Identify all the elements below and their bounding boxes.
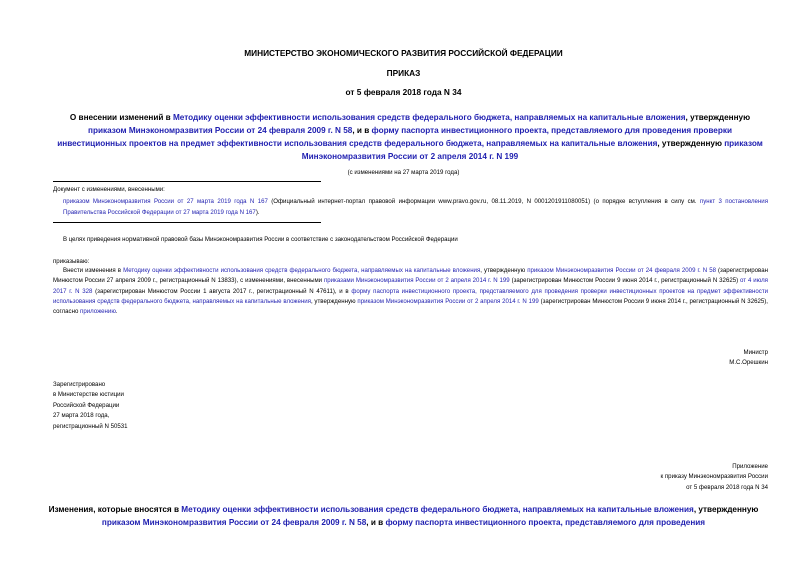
document-title: [54, 111, 766, 163]
amended-note: (с изменениями на 27 марта 2019 года): [347, 169, 460, 176]
appendix-line: Приложение: [732, 463, 768, 470]
link-gov-resolution-167[interactable]: пункт 3 постановления Правительства Российской Федерации от 27 марта 2019 года N 167: [63, 198, 768, 216]
main-link-order-199[interactable]: приказом Минэкономразвития России от 2 апреля 2014 г. N 199: [357, 297, 539, 305]
registration-line: 27 марта 2018 года,: [53, 412, 110, 420]
appendix-title-text-3: , и в: [366, 518, 386, 527]
registration-line: в Министерстве юстиции: [53, 391, 124, 399]
registration-line: регистрационный N 50531: [53, 422, 128, 430]
main-link-methodology[interactable]: Методику оценки эффективности использования средств федерального бюджета, направляемых на капитальные вложения: [123, 267, 481, 274]
appendix-title-text-1: Изменения, которые вносятся в: [48, 505, 182, 514]
preamble: В целях приведения нормативной правовой базы Минэкономразвития России в соответствие с законодательством Российской Федерации: [63, 236, 458, 243]
changes-box-text-2: ).: [255, 208, 260, 216]
registration-block: [53, 380, 303, 432]
title-text-4: , утвержденную: [657, 139, 725, 148]
link-order-199[interactable]: приказом Минэкономразвития России от 2 апреля 2014 г. N 199: [301, 139, 763, 161]
title-text-1: О внесении изменений в: [69, 113, 173, 122]
main-link-order-58[interactable]: приказом Минэкономразвития России от 24 февраля 2009 г. N 58: [527, 267, 716, 274]
ministry-name: МИНИСТЕРСТВО ЭКОНОМИЧЕСКОГО РАЗВИТИЯ РОССИЙСКОЙ ФЕДЕРАЦИИ: [244, 48, 563, 58]
main-link-order-328[interactable]: от 4 июля 2017 г. N 328: [53, 277, 768, 295]
doc-date-number: от 5 февраля 2018 года N 34: [345, 87, 462, 97]
main-text-7: (зарегистрирован Минюстом России 9 июня 2014 г., регистрационный N 32625), согласно: [53, 297, 768, 316]
signature-position: Министр: [743, 349, 768, 356]
appendix-header: [500, 462, 768, 493]
main-paragraph: [53, 266, 768, 317]
changes-box-label: Документ с изменениями, внесенными:: [53, 186, 165, 193]
title-text-2: , утвержденную: [685, 113, 751, 122]
changes-box: [53, 185, 768, 218]
main-link-orders-199[interactable]: приказами Минэкономразвития России от 2 апреля 2014 г. N 199: [323, 277, 510, 285]
title-text-3: , и в: [352, 126, 372, 135]
main-text-3: (зарегистрирован Минюстом России 27 апреля 2009 г., регистрационный N 13833), с изменениями, внесенными: [53, 267, 768, 285]
link-passport-form[interactable]: форму паспорта инвестиционного проекта, представляемого для проведения проверки инвестиционных проектов на предмет эффективности использования средств федерального бюджета, направляемых на капитальные вложения: [57, 126, 732, 148]
appendix-line: к приказу Минэкономразвития России: [660, 473, 768, 481]
registration-line: Зарегистрировано: [53, 381, 106, 388]
main-link-appendix[interactable]: приложению: [80, 308, 116, 316]
changes-box-top-rule: [53, 181, 321, 182]
appendix-title-text-2: , утвержденную: [693, 505, 759, 514]
main-text-1: Внести изменения в: [63, 267, 124, 274]
doc-type: ПРИКАЗ: [386, 68, 421, 78]
link-order-58[interactable]: приказом Минэкономразвития России от 24 февраля 2009 г. N 58: [88, 126, 353, 135]
changes-box-bottom-rule: [53, 222, 321, 223]
main-link-passport-form[interactable]: форму паспорта инвестиционного проекта, представляемого для проведения проверки инвестиционных проектов на предмет эффективности использования средств федерального бюджета, направляемых на капитальные вложения: [53, 287, 769, 305]
registration-line: Российской Федерации: [53, 401, 120, 409]
main-text-6: , утвержденную: [310, 297, 358, 305]
signature-block: [600, 348, 768, 369]
signature-name: М.С.Орешкин: [729, 359, 768, 367]
appendix-line: от 5 февраля 2018 года N 34: [686, 483, 768, 491]
appendix-link-methodology[interactable]: Методику оценки эффективности использования средств федерального бюджета, направляемых на капитальные вложения: [181, 505, 694, 514]
appendix-title: [40, 503, 767, 529]
appendix-link-order-58[interactable]: приказом Минэкономразвития России от 24 февраля 2009 г. N 58: [101, 518, 367, 527]
main-text-5: (зарегистрирован Минюстом России 1 августа 2017 г., регистрационный N 47611), и в: [92, 287, 352, 295]
changes-box-text-1: (Официальный интернет-портал правовой информации www.pravo.gov.ru, 08.11.2019, N 0001201911080051) (о порядке вступления в силу см.: [267, 198, 700, 206]
appendix-link-passport-form[interactable]: форму паспорта инвестиционного проекта, представляемого для проведения: [385, 518, 706, 527]
link-order-167[interactable]: приказом Минэкономразвития России от 27 марта 2019 года N 167: [63, 198, 268, 206]
main-text-4: (зарегистрирован Минюстом России 9 июня 2014 г., регистрационный N 32625): [509, 277, 741, 285]
main-text-8: .: [115, 308, 118, 316]
link-methodology[interactable]: Методику оценки эффективности использования средств федерального бюджета, направляемых на капитальные вложения: [172, 113, 686, 122]
changes-box-content: [53, 197, 768, 218]
order-word: приказываю:: [53, 258, 90, 265]
main-text-2: , утвержденную: [480, 267, 528, 274]
